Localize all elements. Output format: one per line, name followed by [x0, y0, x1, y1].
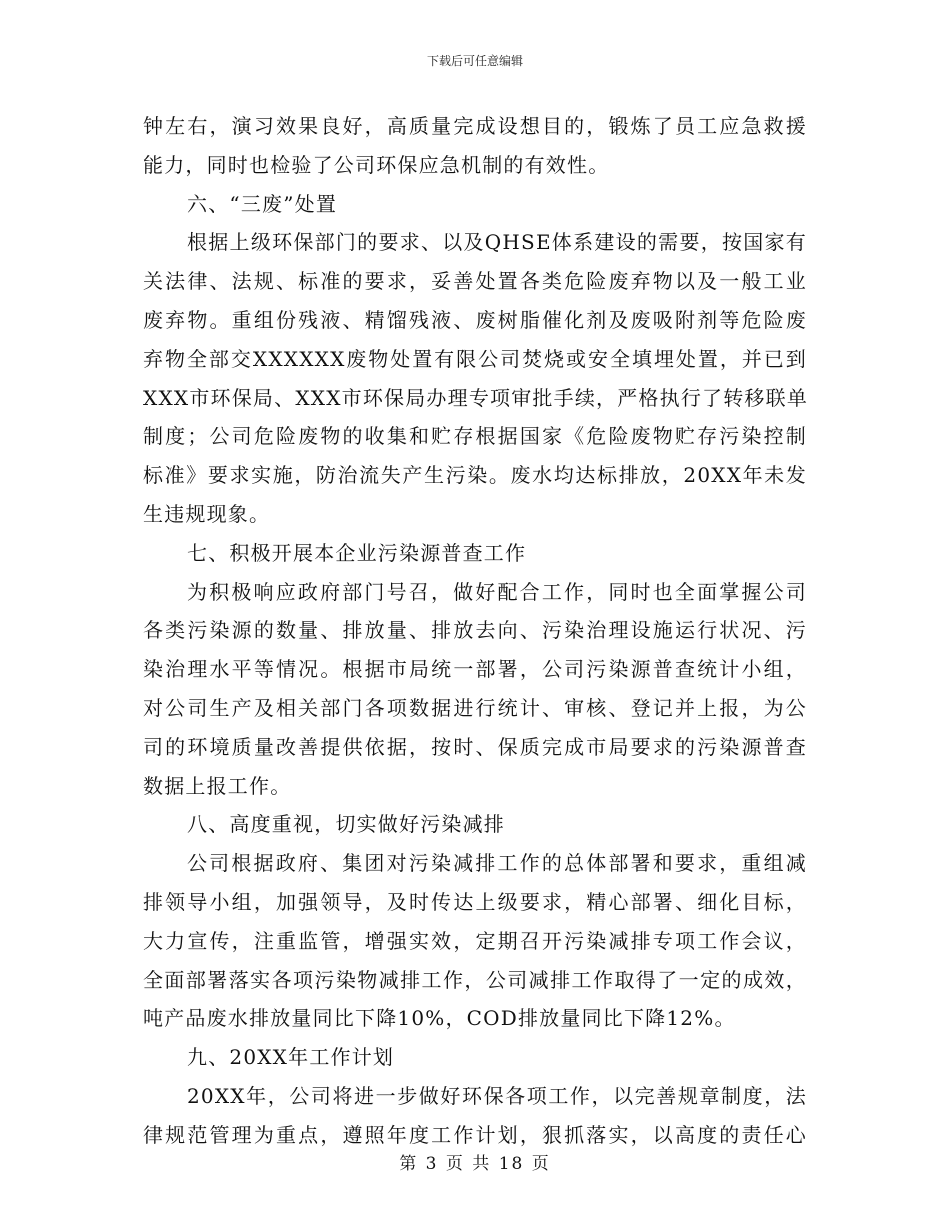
text-line: 能力，同时也检验了公司环保应急机制的有效性。	[143, 152, 610, 177]
text-line: 对公司生产及相关部门各项数据进行统计、审核、登记并上报，为公	[143, 695, 807, 720]
text-line: 染治理水平等情况。根据市局统一部署，公司污染源普查统计小组，	[143, 657, 807, 682]
text-line: 20XX年，公司将进一步做好环保各项工作，以完善规章制度，法	[187, 1083, 807, 1108]
text-line: XXX市环保局、XXX市环保局办理专项审批手续，严格执行了转移联单	[143, 385, 809, 410]
text-line: 数据上报工作。	[143, 773, 292, 798]
text-line: 司的环境质量改善提供依据，按时、保质完成市局要求的污染源普查	[143, 734, 807, 759]
text-line: 弃物全部交XXXXXX废物处置有限公司焚烧或安全填埋处置，并已到	[143, 346, 807, 371]
text-line: 全面部署落实各项污染物减排工作，公司减排工作取得了一定的成效，	[143, 967, 807, 992]
text-line: 关法律、法规、标准的要求，妥善处置各类危险废弃物以及一般工业	[143, 269, 807, 294]
text-line: 排领导小组，加强领导，及时传达上级要求，精心部署、细化目标，	[143, 889, 807, 914]
text-line: 根据上级环保部门的要求、以及QHSE体系建设的需要，按国家有	[187, 230, 807, 255]
text-line: 九、20XX年工作计划	[187, 1045, 395, 1070]
text-line: 公司根据政府、集团对污染减排工作的总体部署和要求，重组减	[187, 851, 807, 876]
text-line: 大力宣传，注重监管，增强实效，定期召开污染减排专项工作会议，	[143, 928, 807, 953]
text-line: 制度；公司危险废物的收集和贮存根据国家《危险废物贮存污染控制	[143, 424, 807, 449]
text-line: 为积极响应政府部门号召，做好配合工作，同时也全面掌握公司	[187, 579, 807, 604]
text-line: 各类污染源的数量、排放量、排放去向、污染治理设施运行状况、污	[143, 618, 807, 643]
text-line: 标准》要求实施，防治流失产生污染。废水均达标排放，20XX年未发	[143, 463, 807, 488]
text-line: 吨产品废水排放量同比下降10%，COD排放量同比下降12%。	[143, 1006, 736, 1031]
text-line: 钟左右，演习效果良好，高质量完成设想目的，锻炼了员工应急救援	[143, 114, 807, 138]
document-body	[143, 107, 807, 1155]
text-line: 六、“三废”处置	[187, 191, 338, 216]
page-header-note: 下载后可任意编辑	[426, 54, 523, 68]
text-line: 生违规现象。	[143, 501, 271, 526]
text-line: 废弃物。重组份残液、精馏残液、废树脂催化剂及废吸附剂等危险废	[143, 307, 807, 332]
text-line: 七、积极开展本企业污染源普查工作	[187, 540, 527, 565]
text-line: 八、高度重视，切实做好污染减排	[187, 812, 505, 837]
page-number-footer: 第 3 页 共 18 页	[399, 1154, 551, 1174]
text-line: 律规范管理为重点，遵照年度工作计划，狠抓落实，以高度的责任心	[143, 1122, 807, 1147]
